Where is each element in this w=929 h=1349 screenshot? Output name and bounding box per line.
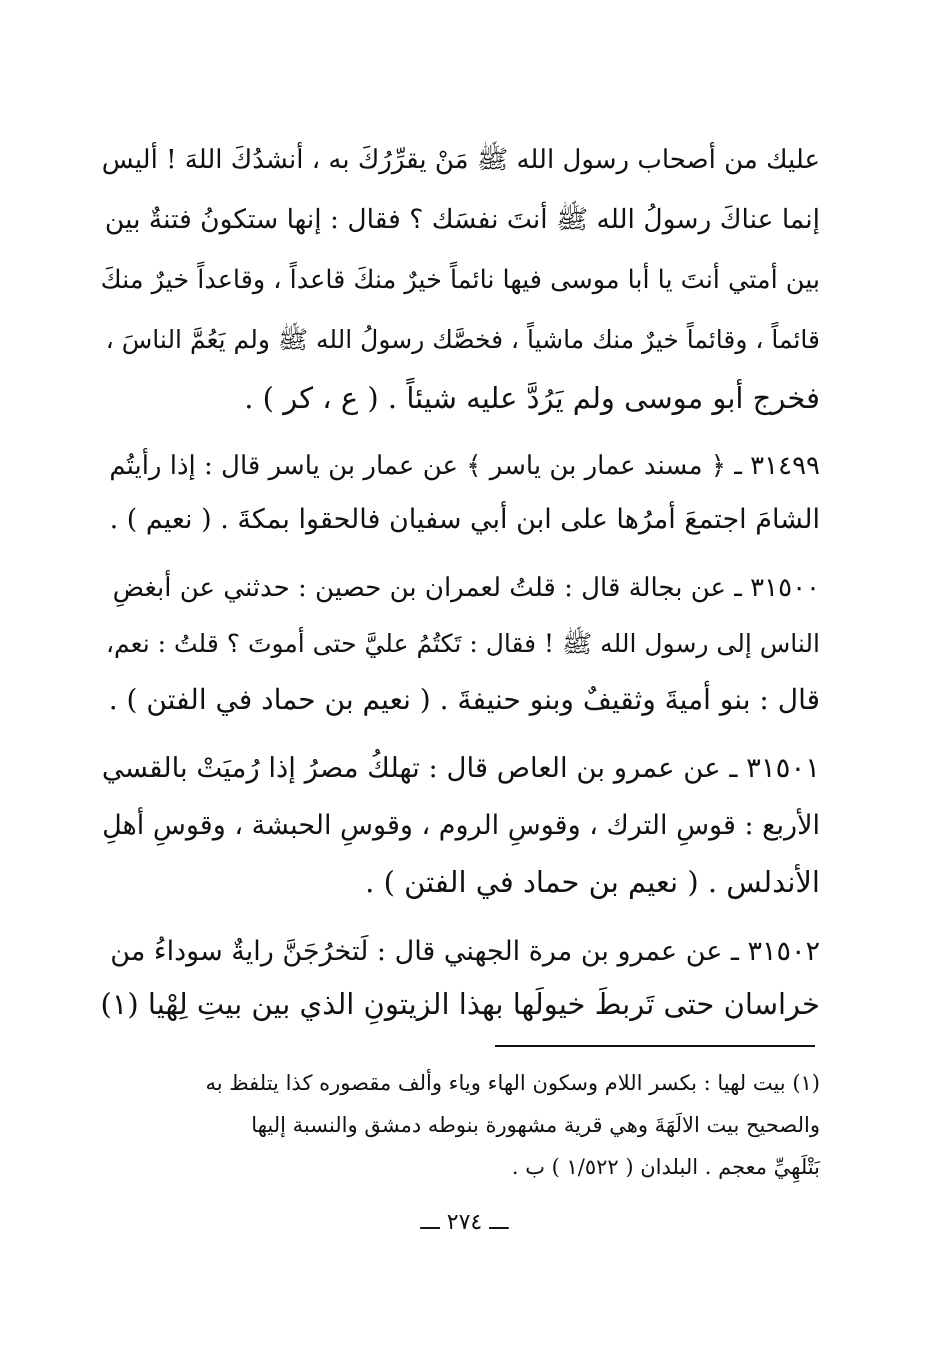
text-line: الأربع : قوسِ الترك ، وقوسِ الروم ، وقوسِ الحبشة ، وقوسِ أهلِ (102, 810, 820, 841)
text-line: عليك من أصحاب رسول الله ﷺ مَنْ يقرِّرُكَ به ، أنشدُكَ اللهَ ! أليس (101, 145, 820, 175)
hadith-31502-line: ٣١٥٠٢ ـ عن عمرو بن مرة الجهني قال : لَتخرُجَنَّ رايةٌ سوداءُ من (110, 936, 820, 967)
text-line: خراسان حتى تَربطَ خيولَها بهذا الزيتونِ الذي بين بيتِ لِهْيا (١) (100, 987, 820, 1021)
text-line: الأندلس . ( نعيم بن حماد في الفتن ) . (365, 865, 820, 899)
footnote-line: (١) بيت لهيا : بكسر اللام وسكون الهاء وياء وألف مقصوره كذا يتلفظ به (205, 1071, 820, 1095)
text-line: إنما عناكَ رسولُ الله ﷺ أنتَ نفسَك ؟ فقال : إنها ستكونُ فتنةٌ بين (104, 204, 820, 235)
footnote-separator (495, 1045, 815, 1047)
text-line: الناس إلى رسول الله ﷺ ! فقال : تَكتُمُ عليَّ حتى أموتَ ؟ قلتُ : نعم، (105, 629, 820, 658)
footnote-line: بَتْلَهِيِّ معجم . البلدان ( ١/٥٢٢ ) ب . (511, 1155, 820, 1179)
text-line: بين أمتي أنتَ يا أبا موسى فيها نائماً خيرٌ منكَ قاعداً ، وقاعداً خيرٌ منكَ (100, 265, 820, 295)
text-line: فخرج أبو موسى ولم يَرُدَّ عليه شيئاً . ( ع ، كر ) . (244, 381, 820, 415)
text-line: قال : بنو أميةَ وثقيفٌ وبنو حنيفةَ . ( نعيم بن حماد في الفتن ) . (108, 683, 820, 716)
hadith-31499-line: ٣١٤٩٩ ـ ﴿ مسند عمار بن ياسر ﴾ عن عمار بن ياسر قال : إذا رأيتُم (109, 451, 820, 481)
hadith-31500-line: ٣١٥٠٠ ـ عن بجالة قال : قلتُ لعمران بن حصين : حدثني عن أبغضِ (112, 573, 820, 603)
text-line: قائماً ، وقائماً خيرٌ منك ماشياً ، فخصَّك رسولُ الله ﷺ ولم يَعُمَّ الناسَ ، (105, 325, 820, 354)
text-line: الشامَ اجتمعَ أمرُها على ابن أبي سفيان فالحقوا بمكةَ . ( نعيم ) . (109, 504, 820, 535)
footnote-line: والصحيح بيت الالَهَةَ وهي قرية مشهورة بنوطه دمشق والنسبة إليها (251, 1113, 820, 1137)
page-number: ـــ ٢٧٤ ـــ (420, 1210, 509, 1235)
hadith-31501-line: ٣١٥٠١ ـ عن عمرو بن العاص قال : تهلكُ مصرُ إذا رُميَتْ بالقسي (101, 752, 820, 784)
